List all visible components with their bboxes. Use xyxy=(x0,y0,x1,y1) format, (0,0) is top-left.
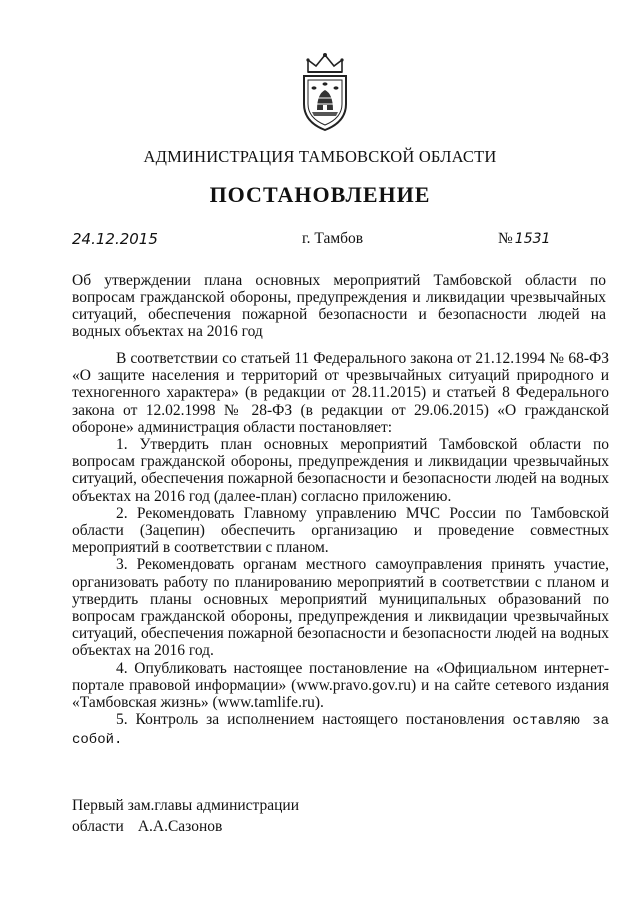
document-number xyxy=(498,230,550,248)
coat-of-arms-icon xyxy=(296,52,354,132)
preamble-paragraph: В соответствии со статьей 11 Федерального закона от 21.12.1994 № 68-ФЗ «О защите населения и территорий от чрезвычайных ситуаций природного и техногенного характера» (в редакции от 28.11.2015) и статьей 8 Федерального закона от 12.02.1998 № 28-ФЗ (в редакции от 29.06.2015) «О гражданской обороне» администрация области постановляет: xyxy=(72,350,609,436)
item-1: 1. Утвердить план основных мероприятий Тамбовской области по вопросам гражданской обороны, предупреждения и ликвидации чрезвычайных ситуаций, обеспечения пожарной безопасности и безопасности людей на водных объектах на 2016 год (далее-план) согласно приложению. xyxy=(72,436,609,505)
item-5 xyxy=(72,711,609,749)
number-value: 1531 xyxy=(514,231,551,247)
signature-block xyxy=(72,795,299,837)
item-3: 3. Рекомендовать органам местного самоуправления принять участие, организовать работу по планированию мероприятий в соответствии с планом и утвердить планы основных мероприятий муниципальных образований по вопросам гражданской обороны, предупреждения и ликвидации чрезвычайных ситуаций, обеспечения пожарной безопасности и безопасности людей на водных объектах на 2016 год. xyxy=(72,556,609,660)
item-5-tail: оставляю за собой. xyxy=(72,713,609,749)
document-subject: Об утверждении плана основных мероприятий Тамбовской области по вопросам гражданской обороны, предупреждения и ликвидации чрезвычайных ситуаций, обеспечения пожарной безопасности и безопасности людей на водных объектах на 2016 год xyxy=(72,272,606,340)
item-4: 4. Опубликовать настоящее постановление на «Официальном интернет-портале правовой информации» (www.pravo.gov.ru) и на сайте сетевого издания «Тамбовская жизнь» (www.tamlife.ru). xyxy=(72,659,609,712)
signer-title-line-1: Первый зам.главы администрации xyxy=(72,797,300,814)
number-label: № xyxy=(498,230,513,247)
item-5-main: 5. Контроль за исполнением настоящего постановления xyxy=(116,711,505,729)
signer-name: А.А.Сазонов xyxy=(137,818,223,835)
document-meta xyxy=(0,230,640,254)
document-city: г. Тамбов xyxy=(302,230,364,247)
document-type: ПОСТАНОВЛЕНИЕ xyxy=(209,182,431,207)
signer-title-region: области xyxy=(72,818,124,835)
signer-title-line-2 xyxy=(72,816,299,837)
document-body xyxy=(72,350,609,750)
item-2: 2. Рекомендовать Главному управлению МЧС России по Тамбовской области (Зацепин) обеспечить организацию и проведение совместных мероприятий в соответствии с планом. xyxy=(72,504,609,557)
organization-name: АДМИНИСТРАЦИЯ ТАМБОВСКОЙ ОБЛАСТИ xyxy=(143,147,497,166)
document-date: 24.12.2015 xyxy=(72,230,158,248)
